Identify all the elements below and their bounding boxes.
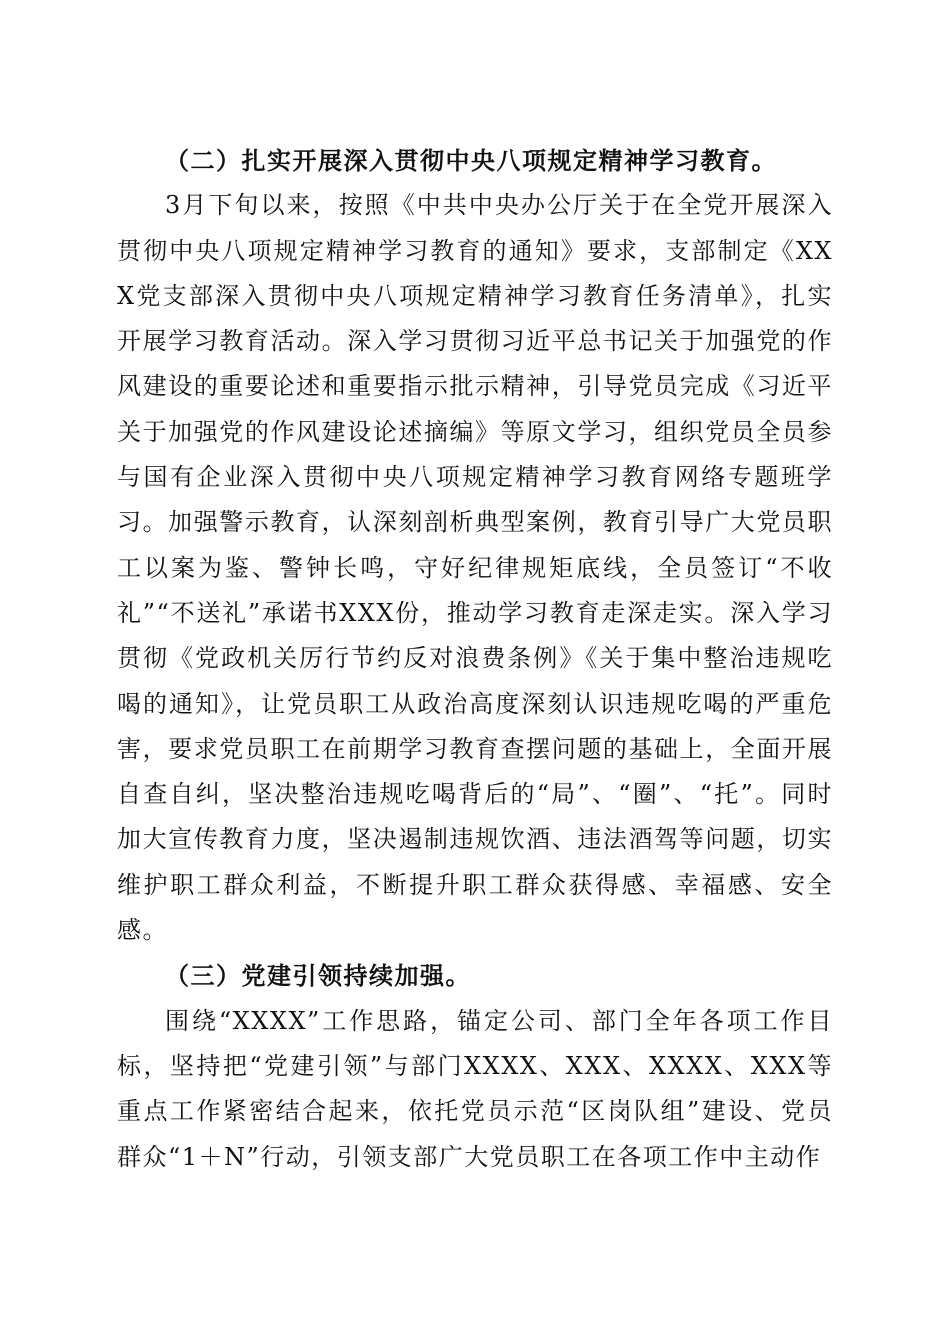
section-paragraph-3: 围绕“XXXX”工作思路，锚定公司、部门全年各项工作目标，坚持把“党建引领”与部门XXXX、XXX、XXXX、XXX等重点工作紧密结合起来，依托党员示范“区岗队组”建设、党员群众“1＋N”行动，引领支部广大党员职工在各项工作中主动作 — [117, 1006, 833, 1171]
section-heading-2: （二）扎实开展深入贯彻中央八项规定精神学习教育。 — [165, 146, 777, 175]
section-heading-3: （三）党建引领持续加强。 — [165, 961, 471, 991]
section-paragraph-2: 3月下旬以来，按照《中共中央办公厅关于在全党开展深入贯彻中央八项规定精神学习教育的通知》要求，支部制定《XXX党支部深入贯彻中央八项规定精神学习教育任务清单》，扎实开展学习教育活动。深入学习贯彻习近平总书记关于加强党的作风建设的重要论述和重要指示批示精神，引导党员完成《习近平关于加强党的作风建设论述摘编》等原文学习，组织党员全员参与国有企业深入贯彻中央八项规定精神学习教育网络专题班学习。加强警示教育，认深刻剖析典型案例，教育引导广大党员职工以案为鉴、警钟长鸣，守好纪律规矩底线，全员签订“不收礼”“不送礼”承诺书XXX份，推动学习教育走深走实。深入学习贯彻《党政机关厉行节约反对浪费条例》《关于集中整治违规吃喝的通知》，让党员职工从政治高度深刻认识违规吃喝的严重危害，要求党员职工在前期学习教育查摆问题的基础上，全面开展自查自纠，坚决整治违规吃喝背后的“局”、“圈”、“托”。同时加大宣传教育力度，坚决遏制违规饮酒、违法酒驾等问题，切实维护职工群众利益，不断提升职工群众获得感、幸福感、安全感。 — [117, 191, 833, 945]
document-body — [117, 138, 833, 1180]
